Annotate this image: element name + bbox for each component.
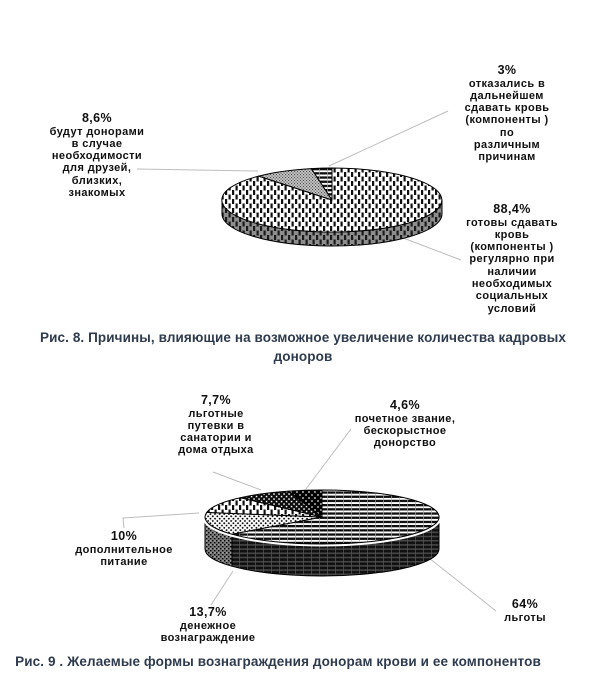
fig8-leader-8-6pct	[137, 169, 258, 171]
fig9-leader-13-7pct	[211, 571, 233, 605]
fig9-label-7-7pct-value: 7,7%	[200, 393, 232, 407]
fig9-leader-7-7pct	[213, 472, 261, 490]
fig9-label-10pct	[75, 530, 173, 568]
fig8-label-3pct-value: 3%	[497, 63, 517, 77]
fig8-label-3pct	[458, 64, 557, 164]
fig9-label-13-7pct-value: 13,7%	[189, 605, 227, 619]
fig9-leader-4-6pct	[306, 429, 351, 489]
fig8-pie	[222, 168, 442, 246]
fig8-label-88-4pct-desc: готовы сдавать кровь (компоненты ) регулярно при наличии необходимых социальных условий	[466, 216, 558, 315]
fig9-label-7-7pct	[178, 394, 253, 457]
fig9-label-4-6pct-value: 4,6%	[389, 398, 421, 412]
fig8-label-8-6pct	[50, 112, 145, 199]
fig9-label-64pct-desc: льготы	[504, 611, 546, 624]
fig8-label-88-4pct-value: 88,4%	[493, 202, 531, 216]
fig9-label-64pct	[504, 598, 546, 624]
fig8-label-8-6pct-value: 8,6%	[81, 111, 113, 125]
fig9-pie	[205, 490, 439, 576]
fig9-label-4-6pct-desc: почетное звание, бескорыстное донорство	[354, 412, 456, 450]
fig8-label-3pct-desc: отказались в дальнейшем сдавать кровь (компоненты ) по различным причинам	[464, 77, 550, 164]
fig9-label-64pct-value: 64%	[511, 597, 539, 611]
fig9-label-13-7pct	[161, 606, 256, 644]
fig9-label-10pct-value: 10%	[110, 529, 138, 543]
fig9-label-4-6pct	[355, 399, 456, 449]
fig9-label-7-7pct-desc: льготные путевки в санатории и дома отдыха	[178, 407, 254, 457]
fig9-leader-64pct	[429, 558, 496, 611]
fig8-leader-3pct	[329, 111, 448, 166]
fig8-label-88-4pct	[466, 203, 558, 315]
fig9-label-13-7pct-desc: денежное вознаграждение	[160, 619, 256, 644]
fig8-caption: Рис. 8. Причины, влияющие на возможное увеличение количества кадровых доноров	[40, 330, 566, 364]
fig9-caption: Рис. 9 . Желаемые формы вознаграждения донорам крови и ее компонентов	[15, 654, 541, 669]
fig9-label-10pct-desc: дополнительное питание	[75, 543, 173, 568]
fig8-label-8-6pct-desc: будут донорами в случае необходимости для друзей, близких, знакомых	[49, 125, 145, 199]
fig9-leader-10pct	[123, 513, 199, 528]
